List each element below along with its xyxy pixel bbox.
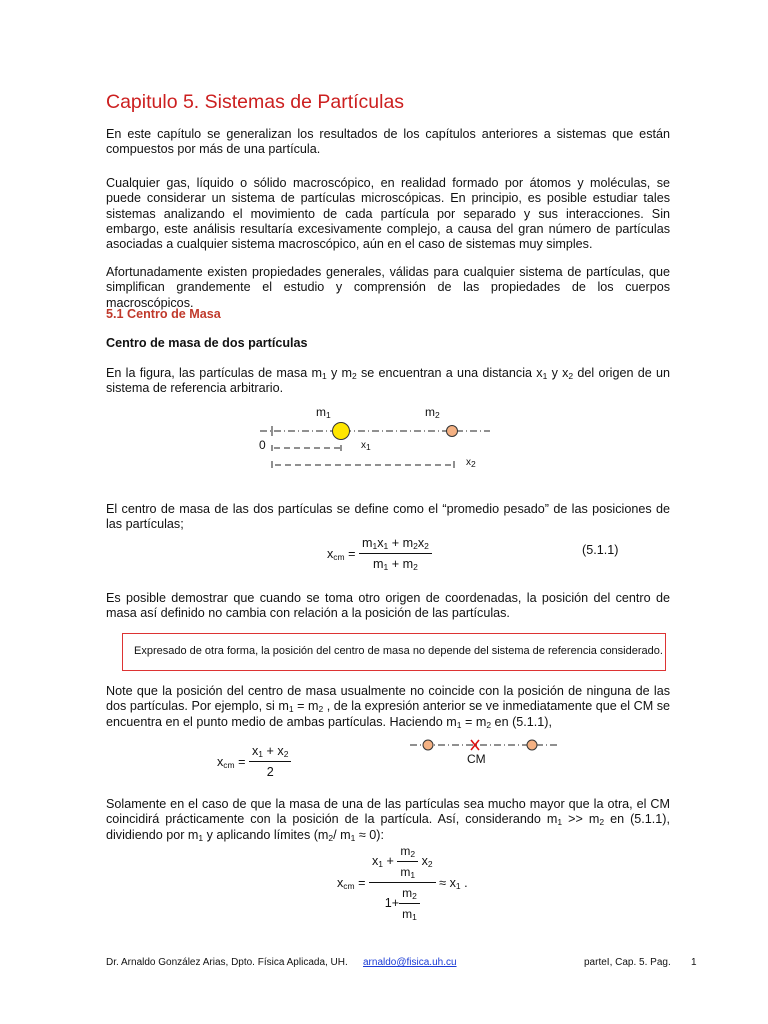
equation-number: (5.1.1) bbox=[582, 543, 619, 557]
equation-5-1-1: $x_{cm}$ = $\frac{m_1x_1 + m_2x_2}{m_1 + m_2}$ bbox=[327, 536, 432, 571]
midpoint-particle-left bbox=[423, 740, 433, 750]
footer-page-ref: parteI, Cap. 5. Pag. bbox=[584, 957, 671, 968]
x2-label: $x_2$ bbox=[466, 457, 476, 469]
footer-page-number: 1 bbox=[691, 957, 697, 968]
intro-paragraph: En este capítulo se generalizan los resultados de los capítulos anteriores a sistemas que están compuestos por más de una partícula. bbox=[106, 127, 670, 157]
section-heading: 5.1 Centro de Masa bbox=[106, 307, 221, 321]
midpoint-equation: $x_{cm}$ = $\frac{x_1 + x_2}{2}$ bbox=[217, 744, 291, 779]
midpoint-particle-right bbox=[527, 740, 537, 750]
limit-equation: $x_{cm}$ = $x_1$ + $\frac{m_2}{m_1}$ $x_2$ 1+ $\frac{m_2}{m_1}$ ≈ $x_1$ . bbox=[337, 844, 468, 922]
figure-description-paragraph: En la figura, las partículas de masa $m_1$ y $m_2$ se encuentran a una distancia $x_1$ y $x_2$ del origen de un sistema de referencia arbitrario. bbox=[106, 366, 670, 396]
origin-independence-paragraph: Es posible demostrar que cuando se toma otro origen de coordenadas, la posición del centro de masa así definido no cambia con relación a la posición de las partículas. bbox=[106, 591, 670, 621]
properties-paragraph: Afortunadamente existen propiedades generales, válidas para cualquier sistema de partículas, que simplifican grandemente el estudio y comprensión de las propiedades de los cuerpos macroscópicos. bbox=[106, 265, 670, 310]
gas-paragraph: Cualquier gas, líquido o sólido macroscópico, en realidad formado por átomos y moléculas, se puede considerar un sistema de partículas microscópicas. En principio, es posible estudiar tales sistemas analizando el movimiento de cada partícula por separado y sus interacciones. Sin embargo, este análisis resultaría excesivamente complejo, a causa del gran número de partículas asociadas a cualquier sistema macroscópico, aún en el caso de sistemas muy simples. bbox=[106, 176, 670, 252]
highlighted-note-box bbox=[122, 633, 666, 671]
definition-paragraph: El centro de masa de las dos partículas se define como el “promedio pesado” de las posiciones de las partículas; bbox=[106, 502, 670, 532]
x1-label: $x_1$ bbox=[361, 440, 371, 452]
chapter-title: Capitulo 5. Sistemas de Partículas bbox=[106, 91, 405, 113]
large-mass-paragraph: Solamente en el caso de que la masa de una de las partículas sea mucho mayor que la otra, el CM coincidirá prácticamente con la posición de la partícula. Así, considerando $m_1 >> m_2$ en (5.1.1), dividiendo por $m_1$ y aplicando límites ($m_2/$ $m_1 \approx 0$): bbox=[106, 797, 670, 843]
figure1-label-m2: $m_2$ bbox=[425, 405, 440, 420]
footer-author: Dr. Arnaldo González Arias, Dpto. Física Aplicada, UH. bbox=[106, 957, 348, 968]
subsection-heading: Centro de masa de dos partículas bbox=[106, 336, 308, 350]
particle-m1-marker bbox=[333, 423, 350, 440]
particle-m2-marker bbox=[447, 426, 458, 437]
cm-label: CM bbox=[467, 752, 486, 766]
footer-email-link[interactable] bbox=[363, 957, 457, 968]
origin-label: 0 bbox=[259, 438, 266, 452]
equation-fraction: $\frac{m_1x_1 + m_2x_2}{m_1 + m_2}$ bbox=[359, 536, 432, 571]
highlighted-note-text: Expresado de otra forma, la posición del centro de masa no depende del sistema de referencia considerado. bbox=[134, 645, 663, 657]
figure1-label-m1: $m_1$ bbox=[316, 405, 331, 420]
midpoint-paragraph: Note que la posición del centro de masa usualmente no coincide con la posición de ninguna de las dos partículas. Por ejemplo, si $m_1 = m_2$ , de la expresión anterior se ve inmediatamente que el CM se encuentra en el punto medio de ambas partículas. Haciendo $m_1 = m_2$ en (5.1.1), bbox=[106, 684, 671, 730]
email-link[interactable]: arnaldo@fisica.uh.cu bbox=[363, 957, 457, 968]
